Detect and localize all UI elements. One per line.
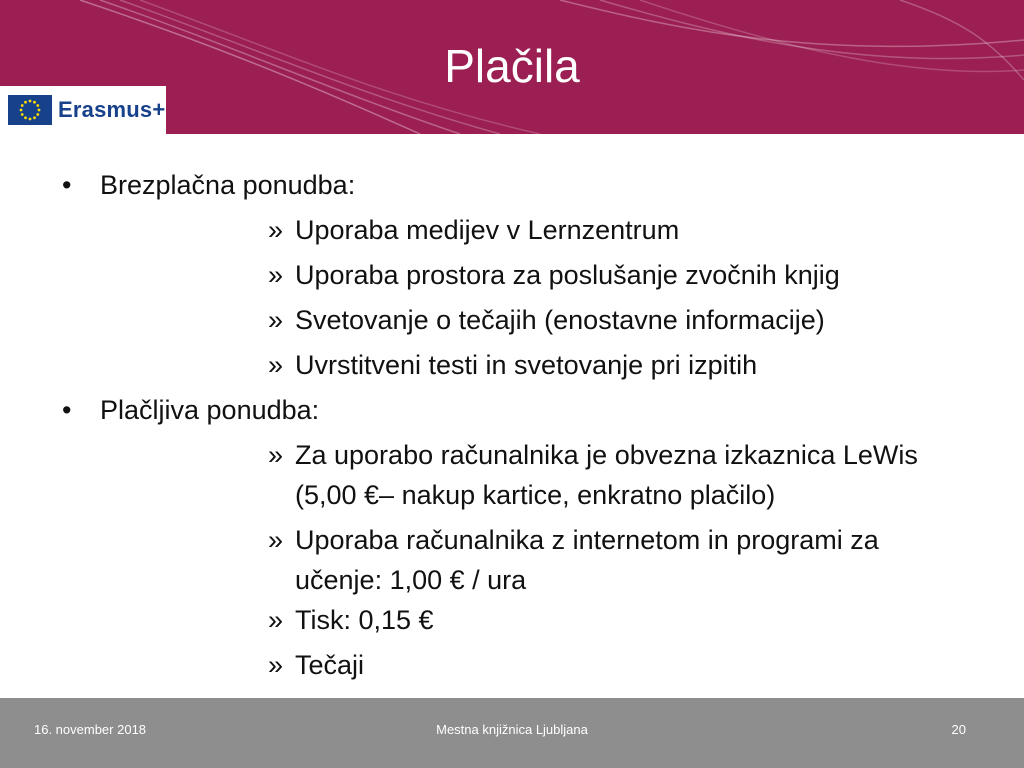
list-item: » Tisk: 0,15 €	[268, 605, 434, 635]
eu-flag-icon	[8, 95, 52, 125]
slide-title: Plačila	[444, 40, 580, 92]
list-item: » Za uporabo računalnika je obvezna izkaznica LeWis (5,00 €– nakup kartice, enkratno plačilo)	[268, 440, 918, 510]
slide-footer	[0, 698, 1024, 768]
list-item: » Uporaba medijev v Lernzentrum	[268, 215, 680, 245]
erasmus-logo	[0, 86, 166, 134]
list-item: » Svetovanje o tečajih (enostavne informacije)	[268, 305, 825, 335]
slide-header	[0, 0, 1024, 134]
footer-organization: Mestna knjižnica Ljubljana	[436, 722, 588, 737]
list-item: » Uporaba prostora za poslušanje zvočnih knjig	[268, 260, 840, 290]
page-number: 20	[951, 722, 966, 737]
footer-date: 16. november 2018	[34, 722, 147, 737]
section-paid-heading: • Plačljiva ponudba:	[62, 395, 320, 425]
list-item: » Tečaji	[268, 650, 365, 680]
section-free-heading: • Brezplačna ponudba:	[62, 170, 356, 200]
list-item: » Uvrstitveni testi in svetovanje pri izpitih	[268, 350, 758, 380]
erasmus-logo-text: Erasmus+	[58, 97, 166, 122]
list-item: » Uporaba računalnika z internetom in programi za učenje: 1,00 € / ura	[268, 525, 879, 595]
